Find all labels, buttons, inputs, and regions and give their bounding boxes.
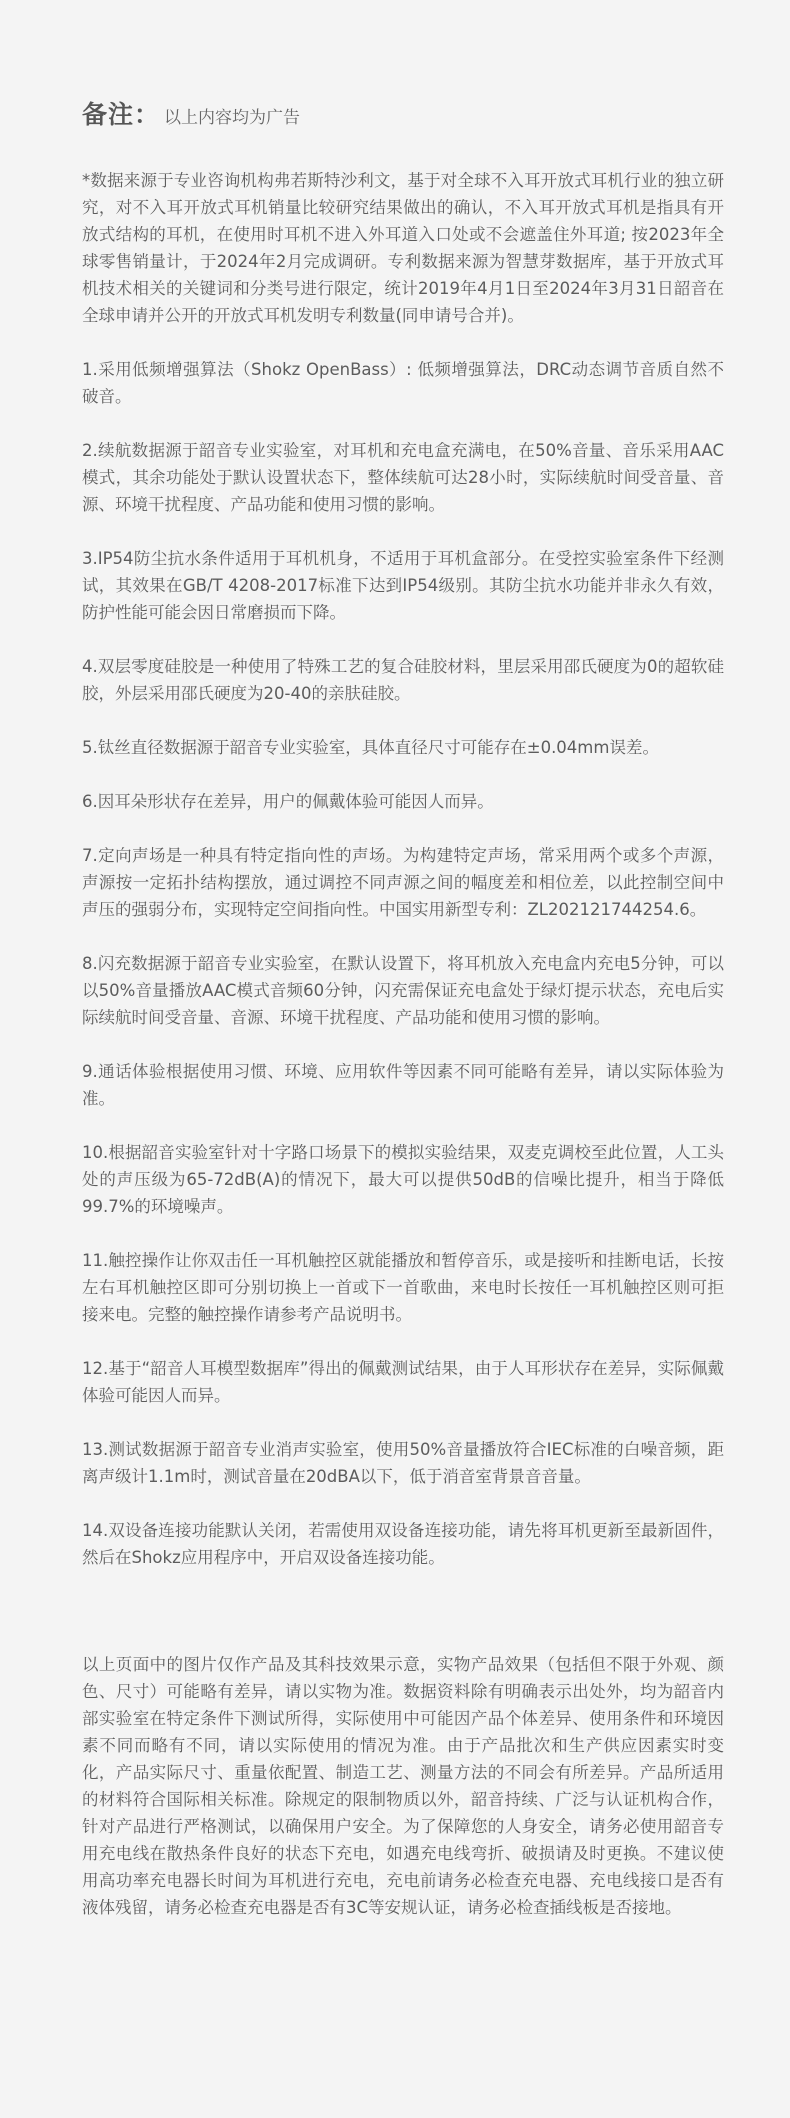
note-3: 3.IP54防尘抗水条件适用于耳机机身，不适用于耳机盒部分。在受控实验室条件下经测试，其效果在GB/T 4208-2017标准下达到IP54级别。其防尘抗水功能并非永久有效，防护性能可能会因日常磨损而下降。 xyxy=(82,549,724,622)
notes-header xyxy=(82,95,724,131)
note-5: 5.钛丝直径数据源于韶音专业实验室，具体直径尺寸可能存在±0.04mm误差。 xyxy=(82,738,659,757)
note-11: 11.触控操作让你双击任一耳机触控区就能播放和暂停音乐，或是接听和挂断电话，长按左右耳机触控区即可分别切换上一首或下一首歌曲，来电时长按任一耳机触控区则可拒接来电。完整的触控操作请参考产品说明书。 xyxy=(82,1251,724,1324)
disclaimer-paragraph: 以上页面中的图片仅作产品及其科技效果示意，实物产品效果（包括但不限于外观、颜色、尺寸）可能略有差异，请以实物为准。数据资料除有明确表示出处外，均为韶音内部实验室在特定条件下测试所得，实际使用中可能因产品个体差异、使用条件和环境因素不同而略有不同，请以实际使用的情况为准。由于产品批次和生产供应因素实时变化，产品实际尺寸、重量依配置、制造工艺、测量方法的不同会有所差异。产品所适用的材料符合国际相关标准。除规定的限制物质以外，韶音持续、广泛与认证机构合作，针对产品进行严格测试，以确保用户安全。为了保障您的人身安全，请务必使用韶音专用充电线在散热条件良好的状态下充电，如遇充电线弯折、破损请及时更换。不建议使用高功率充电器长时间为耳机进行充电，充电前请务必检查充电器、充电线接口是否有液体残留，请务必检查充电器是否有3C等安规认证，请务必检查插线板是否接地。 xyxy=(82,1655,724,1917)
note-asterisk: *数据来源于专业咨询机构弗若斯特沙利文，基于对全球不入耳开放式耳机行业的独立研究，对不入耳开放式耳机销量比较研究结果做出的确认，不入耳开放式耳机是指具有开放式结构的耳机，在使用时耳机不进入外耳道入口处或不会遮盖住外耳道; 按2023年全球零售销量计，于2024年2月完成调研。专利数据来源为智慧芽数据库，基于开放式耳机技术相关的关键词和分类号进行限定，统计2019年4月1日至2024年3月31日韶音在全球申请并公开的开放式耳机发明专利数量(同申请号合并)。 xyxy=(82,171,724,325)
note-14: 14.双设备连接功能默认关闭，若需使用双设备连接功能，请先将耳机更新至最新固件，然后在Shokz应用程序中，开启双设备连接功能。 xyxy=(82,1521,724,1567)
note-8: 8.闪充数据源于韶音专业实验室，在默认设置下，将耳机放入充电盒内充电5分钟，可以以50%音量播放AAC模式音频60分钟，闪充需保证充电盒处于绿灯提示状态，充电后实际续航时间受音量、音源、环境干扰程度、产品功能和使用习惯的影响。 xyxy=(82,954,724,1027)
note-1: 1.采用低频增强算法（Shokz OpenBass）: 低频增强算法，DRC动态调节音质自然不破音。 xyxy=(82,360,724,406)
note-9: 9.通话体验根据使用习惯、环境、应用软件等因素不同可能略有差异，请以实际体验为准。 xyxy=(82,1062,724,1108)
note-2: 2.续航数据源于韶音专业实验室，对耳机和充电盒充满电，在50%音量、音乐采用AAC模式，其余功能处于默认设置状态下，整体续航可达28小时，实际续航时间受音量、音源、环境干扰程度、产品功能和使用习惯的影响。 xyxy=(82,441,724,514)
notes-list xyxy=(82,167,724,1571)
note-13: 13.测试数据源于韶音专业消声实验室，使用50%音量播放符合IEC标准的白噪音频，距离声级计1.1m时，测试音量在20dBA以下，低于消音室背景音音量。 xyxy=(82,1440,724,1486)
note-4: 4.双层零度硅胶是一种使用了特殊工艺的复合硅胶材料，里层采用邵氏硬度为0的超软硅胶，外层采用邵氏硬度为20-40的亲肤硅胶。 xyxy=(82,657,724,703)
note-10: 10.根据韶音实验室针对十字路口场景下的模拟实验结果，双麦克调校至此位置，人工头处的声压级为65-72dB(A)的情况下，最大可以提供50dB的信噪比提升，相当于降低99.7%的环境噪声。 xyxy=(82,1143,724,1216)
note-7: 7.定向声场是一种具有特定指向性的声场。为构建特定声场，常采用两个或多个声源，声源按一定拓扑结构摆放，通过调控不同声源之间的幅度差和相位差，以此控制空间中声压的强弱分布，实现特定空间指向性。中国实用新型专利：ZL202121744254.6。 xyxy=(82,846,724,919)
note-6: 6.因耳朵形状存在差异，用户的佩戴体验可能因人而异。 xyxy=(82,792,494,811)
notes-header-text: 以上内容均为广告 xyxy=(164,108,301,128)
notes-header-label: 备注： xyxy=(82,100,161,129)
note-12: 12.基于“韶音人耳模型数据库”得出的佩戴测试结果，由于人耳形状存在差异，实际佩戴体验可能因人而异。 xyxy=(82,1359,724,1405)
